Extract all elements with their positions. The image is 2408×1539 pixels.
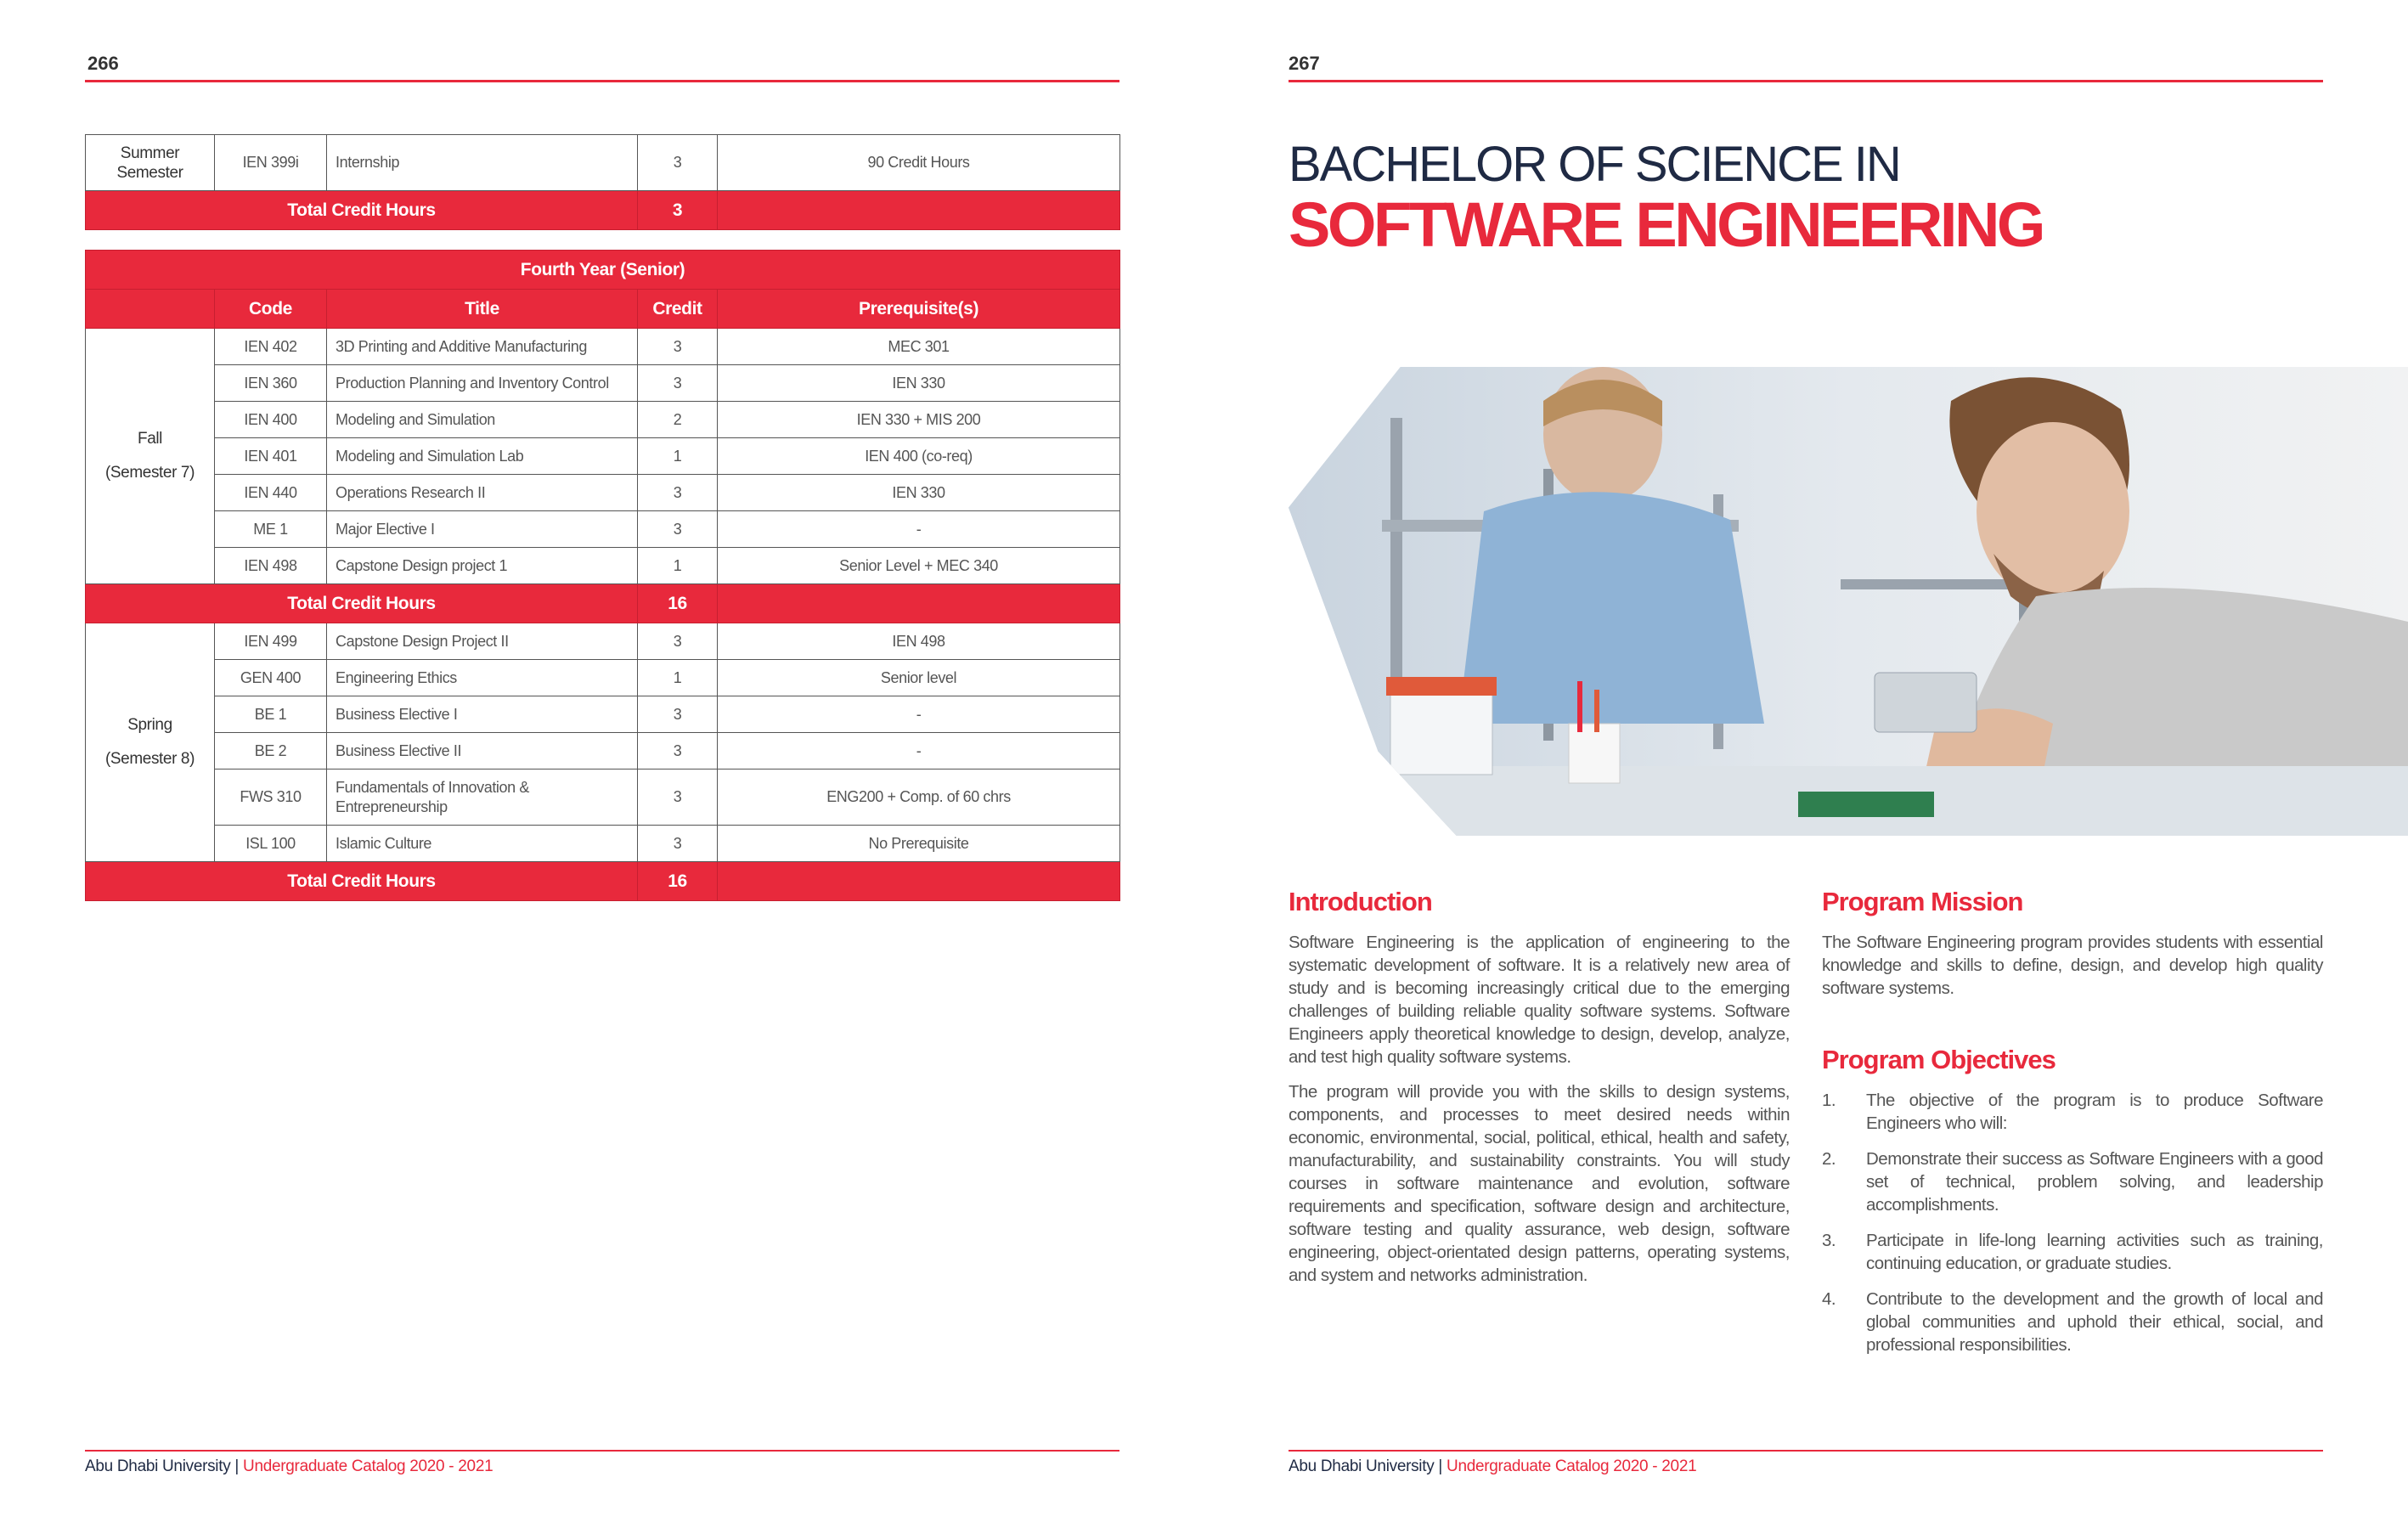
introduction-heading: Introduction (1289, 887, 1432, 916)
footer-university: Abu Dhabi University (85, 1457, 231, 1475)
course-title: Business Elective I (327, 696, 638, 733)
course-title: Modeling and Simulation (327, 402, 638, 438)
course-title: Engineering Ethics (327, 660, 638, 696)
course-credit: 3 (638, 696, 718, 733)
objective-text: Contribute to the development and the growth of local and global communities and uphold their ethical, social, and professional responsibilities. (1866, 1289, 2323, 1355)
course-code: ME 1 (215, 511, 327, 548)
spring-total-label: Total Credit Hours (86, 862, 638, 901)
table-row (86, 623, 1120, 660)
objective-number: 4. (1822, 1289, 1836, 1309)
table-row (86, 733, 1120, 770)
total-row (86, 191, 1120, 230)
lab-photo-illustration (1289, 367, 2408, 836)
course-code: FWS 310 (215, 770, 327, 826)
fall-total-value: 16 (638, 584, 718, 623)
course-credit: 3 (638, 733, 718, 770)
table-row (86, 696, 1120, 733)
course-prereq: Senior Level + MEC 340 (718, 548, 1120, 584)
semester-label: Summer Semester (86, 135, 215, 191)
course-title: Capstone Design project 1 (327, 548, 638, 584)
course-code: BE 2 (215, 733, 327, 770)
table-row (86, 438, 1120, 475)
course-code: BE 1 (215, 696, 327, 733)
objective-text: The objective of the program is to produce Software Engineers who will: (1866, 1091, 2323, 1133)
course-title: Major Elective I (327, 511, 638, 548)
course-prereq: - (718, 511, 1120, 548)
objective-item (1822, 1089, 2323, 1135)
objective-number: 1. (1822, 1091, 1836, 1110)
spring-sub: (Semester 8) (104, 750, 195, 768)
column-header-prereq: Prerequisite(s) (718, 290, 1120, 329)
course-title: Operations Research II (327, 475, 638, 511)
objectives-heading: Program Objectives (1822, 1045, 2056, 1074)
course-credit: 3 (638, 329, 718, 365)
footer-university: Abu Dhabi University (1289, 1457, 1435, 1475)
footer-separator: | (1438, 1457, 1443, 1475)
spring-semester-label (86, 623, 215, 862)
course-code: IEN 499 (215, 623, 327, 660)
spring-label: Spring (127, 716, 172, 734)
course-credit: 3 (638, 826, 718, 862)
fall-label: Fall (137, 430, 162, 448)
fall-total-row (86, 584, 1120, 623)
table-row (86, 329, 1120, 365)
course-prereq: IEN 330 (718, 365, 1120, 402)
course-prereq: IEN 330 + MIS 200 (718, 402, 1120, 438)
fall-total-label: Total Credit Hours (86, 584, 638, 623)
footer-rule-left (85, 1450, 1119, 1452)
objective-item (1822, 1288, 2323, 1356)
course-prereq: - (718, 696, 1120, 733)
table-row (86, 402, 1120, 438)
course-credit: 3 (638, 623, 718, 660)
course-credit: 3 (638, 365, 718, 402)
objective-text: Demonstrate their success as Software Engineers with a good set of technical, problem solving, and leadership accomplishments. (1866, 1149, 2323, 1215)
course-credit: 1 (638, 660, 718, 696)
table-row (86, 660, 1120, 696)
footer-catalog: Undergraduate Catalog 2020 - 2021 (243, 1457, 493, 1475)
course-prereq: IEN 330 (718, 475, 1120, 511)
objective-item (1822, 1229, 2323, 1275)
footer-rule-right (1289, 1450, 2323, 1452)
page-number-left: 266 (87, 53, 119, 74)
table-row (86, 135, 1120, 191)
column-header-row (86, 290, 1120, 329)
introduction-paragraph-1: Software Engineering is the application of engineering to the systematic development of software. It is a relatively new area of study and is becoming increasingly critical due to the emerging challenges of building reliable quality software systems. Software Engineers apply theoretical knowledge to design, develop, analyze, and test high quality software systems. (1289, 933, 1790, 1067)
table-heading: Fourth Year (Senior) (86, 251, 1120, 290)
page-number-right: 267 (1289, 53, 1320, 74)
course-credit: 3 (638, 135, 718, 191)
footer-right (1289, 1457, 1696, 1476)
course-title: Production Planning and Inventory Control (327, 365, 638, 402)
course-credit: 1 (638, 548, 718, 584)
column-header-credit: Credit (638, 290, 718, 329)
table-row (86, 511, 1120, 548)
spring-total-empty (718, 862, 1120, 901)
course-prereq: No Prerequisite (718, 826, 1120, 862)
course-title: Internship (327, 135, 638, 191)
lab-photo (1289, 367, 2408, 836)
course-title: Capstone Design Project II (327, 623, 638, 660)
course-code: IEN 401 (215, 438, 327, 475)
course-title: Modeling and Simulation Lab (327, 438, 638, 475)
header-empty (86, 290, 215, 329)
total-value: 3 (638, 191, 718, 230)
footer-separator: | (234, 1457, 240, 1475)
column-header-title: Title (327, 290, 638, 329)
course-prereq: - (718, 733, 1120, 770)
course-credit: 1 (638, 438, 718, 475)
table-row (86, 475, 1120, 511)
table-heading-row (86, 251, 1120, 290)
footer-left (85, 1457, 493, 1476)
course-code: IEN 360 (215, 365, 327, 402)
objective-number: 2. (1822, 1149, 1836, 1169)
table-row (86, 548, 1120, 584)
footer-catalog: Undergraduate Catalog 2020 - 2021 (1446, 1457, 1697, 1475)
spring-total-value: 16 (638, 862, 718, 901)
course-code: ISL 100 (215, 826, 327, 862)
course-prereq: MEC 301 (718, 329, 1120, 365)
course-prereq: Senior level (718, 660, 1120, 696)
header-rule-right (1289, 80, 2323, 82)
table-row (86, 826, 1120, 862)
course-prereq: 90 Credit Hours (718, 135, 1120, 191)
total-label: Total Credit Hours (86, 191, 638, 230)
objective-item (1822, 1147, 2323, 1216)
course-credit: 3 (638, 475, 718, 511)
course-code: IEN 498 (215, 548, 327, 584)
course-title: Business Elective II (327, 733, 638, 770)
fall-total-empty (718, 584, 1120, 623)
course-prereq: IEN 400 (co-req) (718, 438, 1120, 475)
fall-sub: (Semester 7) (104, 464, 195, 482)
course-code: IEN 440 (215, 475, 327, 511)
senior-year-table (85, 250, 1120, 901)
mission-heading: Program Mission (1822, 887, 2023, 916)
course-code: IEN 400 (215, 402, 327, 438)
course-prereq: ENG200 + Comp. of 60 chrs (718, 770, 1120, 826)
course-title: Fundamentals of Innovation & Entrepreneurship (327, 770, 638, 826)
mission-text: The Software Engineering program provides students with essential knowledge and skills to define, design, and develop high quality software systems. (1822, 933, 2323, 998)
fall-semester-label (86, 329, 215, 584)
course-prereq: IEN 498 (718, 623, 1120, 660)
objective-text: Participate in life-long learning activities such as training, continuing education, or graduate studies. (1866, 1231, 2323, 1273)
program-title-line1: BACHELOR OF SCIENCE IN (1289, 137, 1900, 192)
course-credit: 3 (638, 511, 718, 548)
spring-total-row (86, 862, 1120, 901)
summer-semester-table (85, 134, 1120, 230)
table-row (86, 770, 1120, 826)
objective-number: 3. (1822, 1231, 1836, 1250)
course-credit: 3 (638, 770, 718, 826)
introduction-paragraph-2: The program will provide you with the skills to design systems, components, and processes to meet desired needs within economic, environmental, social, political, ethical, health and safety, manufacturability, and sustainability constraints. You will study courses in software maintenance and evolution, software requirements and specification, software design and architecture, software testing and quality assurance, web design, software engineering, object-orientated design patterns, operating systems, and system and networks administration. (1289, 1082, 1790, 1285)
total-empty (718, 191, 1120, 230)
table-row (86, 365, 1120, 402)
course-code: GEN 400 (215, 660, 327, 696)
course-credit: 2 (638, 402, 718, 438)
column-header-code: Code (215, 290, 327, 329)
course-code: IEN 399i (215, 135, 327, 191)
course-title: Islamic Culture (327, 826, 638, 862)
header-rule-left (85, 80, 1119, 82)
course-title: 3D Printing and Additive Manufacturing (327, 329, 638, 365)
program-title-line2: SOFTWARE ENGINEERING (1289, 189, 2043, 260)
course-code: IEN 402 (215, 329, 327, 365)
